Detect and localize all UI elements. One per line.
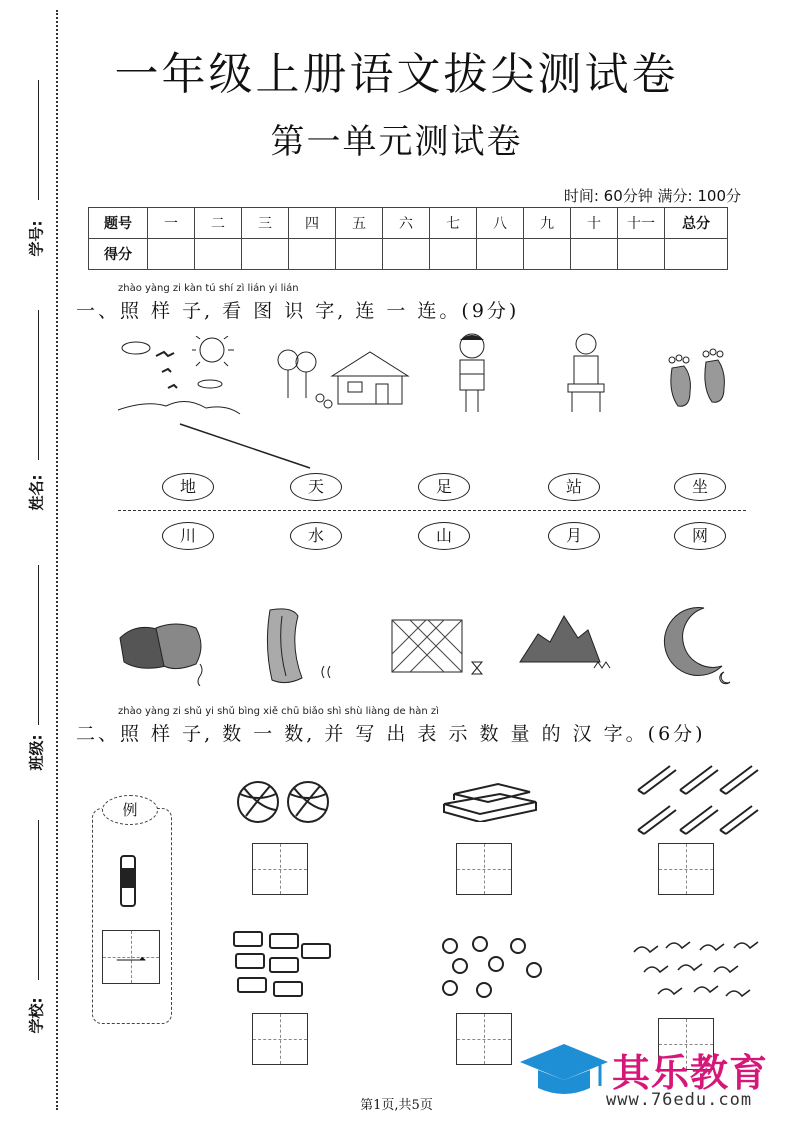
volleyballs-icon bbox=[236, 780, 332, 826]
score-header-cell: 三 bbox=[242, 208, 289, 239]
page-subtitle: 第一单元测试卷 bbox=[270, 122, 523, 162]
word-oval-bottom[interactable]: 川 bbox=[162, 522, 214, 550]
example-connect-line bbox=[176, 420, 316, 472]
example-box bbox=[92, 808, 172, 1024]
score-cell[interactable] bbox=[195, 239, 242, 270]
crayon-icon bbox=[118, 850, 138, 910]
q2-text: 二、照 样 子, 数 一 数, 并 写 出 表 示 数 量 的 汉 字。(6分) bbox=[76, 723, 706, 745]
time-info: 时间: 60分钟 满分: 100分 bbox=[563, 187, 741, 205]
score-table bbox=[88, 207, 728, 270]
label-name: 姓名: bbox=[27, 474, 46, 511]
score-cell[interactable] bbox=[477, 239, 524, 270]
score-cell[interactable] bbox=[524, 239, 571, 270]
score-header-cell: 五 bbox=[336, 208, 383, 239]
footprints-icon bbox=[662, 342, 734, 414]
score-cell[interactable] bbox=[148, 239, 195, 270]
flowers-icon bbox=[436, 936, 548, 1000]
score-header-cell: 题号 bbox=[89, 208, 148, 239]
score-cell[interactable] bbox=[289, 239, 336, 270]
birds-icon bbox=[630, 936, 764, 1004]
moon-icon bbox=[656, 604, 740, 690]
river-icon bbox=[258, 606, 338, 688]
word-oval-top[interactable]: 坐 bbox=[674, 473, 726, 501]
brand-logo bbox=[516, 1036, 786, 1116]
score-cell[interactable] bbox=[242, 239, 289, 270]
label-student-id: 学号: bbox=[27, 220, 46, 257]
score-value-row bbox=[89, 239, 728, 270]
boy-sitting-icon bbox=[560, 330, 612, 416]
example-label: 例 bbox=[102, 795, 158, 825]
score-cell[interactable] bbox=[336, 239, 383, 270]
word-oval-bottom[interactable]: 网 bbox=[674, 522, 726, 550]
pencils-icon bbox=[634, 760, 760, 836]
brand-name: 其乐教育 bbox=[612, 1051, 769, 1095]
graduation-cap-icon bbox=[516, 1040, 612, 1100]
answer-grid[interactable] bbox=[658, 843, 714, 895]
stones-icon bbox=[116, 616, 212, 686]
score-cell[interactable] bbox=[665, 239, 728, 270]
example-answer: 一 bbox=[114, 943, 147, 981]
section-divider bbox=[118, 510, 746, 511]
word-oval-top[interactable]: 地 bbox=[162, 473, 214, 501]
brand-url: www.76edu.com bbox=[606, 1090, 753, 1110]
answer-grid[interactable] bbox=[456, 843, 512, 895]
score-cell[interactable] bbox=[430, 239, 477, 270]
score-header-cell: 十 bbox=[571, 208, 618, 239]
name-write-line bbox=[38, 310, 39, 460]
answer-grid[interactable] bbox=[252, 1013, 308, 1065]
score-cell[interactable] bbox=[618, 239, 665, 270]
score-header-cell: 二 bbox=[195, 208, 242, 239]
score-header-cell: 一 bbox=[148, 208, 195, 239]
word-oval-top[interactable]: 天 bbox=[290, 473, 342, 501]
example-answer-grid bbox=[102, 930, 160, 984]
score-header-cell: 六 bbox=[383, 208, 430, 239]
word-oval-bottom[interactable]: 山 bbox=[418, 522, 470, 550]
page-title: 一年级上册语文拔尖测试卷 bbox=[114, 49, 679, 100]
answer-grid[interactable] bbox=[252, 843, 308, 895]
score-header-cell: 七 bbox=[430, 208, 477, 239]
word-oval-top[interactable]: 足 bbox=[418, 473, 470, 501]
answer-grid[interactable] bbox=[456, 1013, 512, 1065]
girl-standing-icon bbox=[444, 330, 500, 416]
mountain-icon bbox=[518, 610, 612, 672]
score-header-cell: 总分 bbox=[665, 208, 728, 239]
q1-text: 一、照 样 子, 看 图 识 字, 连 一 连。(9分) bbox=[76, 300, 520, 322]
score-header-cell: 九 bbox=[524, 208, 571, 239]
word-oval-bottom[interactable]: 月 bbox=[548, 522, 600, 550]
dominoes-icon bbox=[232, 928, 336, 1000]
score-header-row bbox=[89, 208, 728, 239]
score-header-cell: 八 bbox=[477, 208, 524, 239]
score-row-label: 得分 bbox=[89, 239, 148, 270]
books-icon bbox=[440, 780, 540, 822]
binding-dashed-line bbox=[56, 10, 58, 1110]
word-oval-top[interactable]: 站 bbox=[548, 473, 600, 501]
score-header-cell: 四 bbox=[289, 208, 336, 239]
q1-pinyin: zhào yàng zi kàn tú shí zì lián yi lián bbox=[118, 283, 299, 294]
score-cell[interactable] bbox=[383, 239, 430, 270]
label-class: 班级: bbox=[27, 734, 46, 771]
score-header-cell: 十一 bbox=[618, 208, 665, 239]
sky-sun-clouds-icon bbox=[116, 336, 242, 422]
class-write-line bbox=[38, 565, 39, 725]
label-school: 学校: bbox=[27, 997, 46, 1034]
q2-pinyin: zhào yàng zi shǔ yi shǔ bìng xiě chū biǎo shì shù liàng de hàn zì bbox=[118, 706, 439, 717]
net-icon bbox=[386, 614, 490, 682]
page-number: 第1页,共5页 bbox=[360, 1098, 433, 1113]
trees-house-icon bbox=[272, 342, 412, 414]
word-oval-bottom[interactable]: 水 bbox=[290, 522, 342, 550]
score-cell[interactable] bbox=[571, 239, 618, 270]
school-write-line bbox=[38, 820, 39, 980]
